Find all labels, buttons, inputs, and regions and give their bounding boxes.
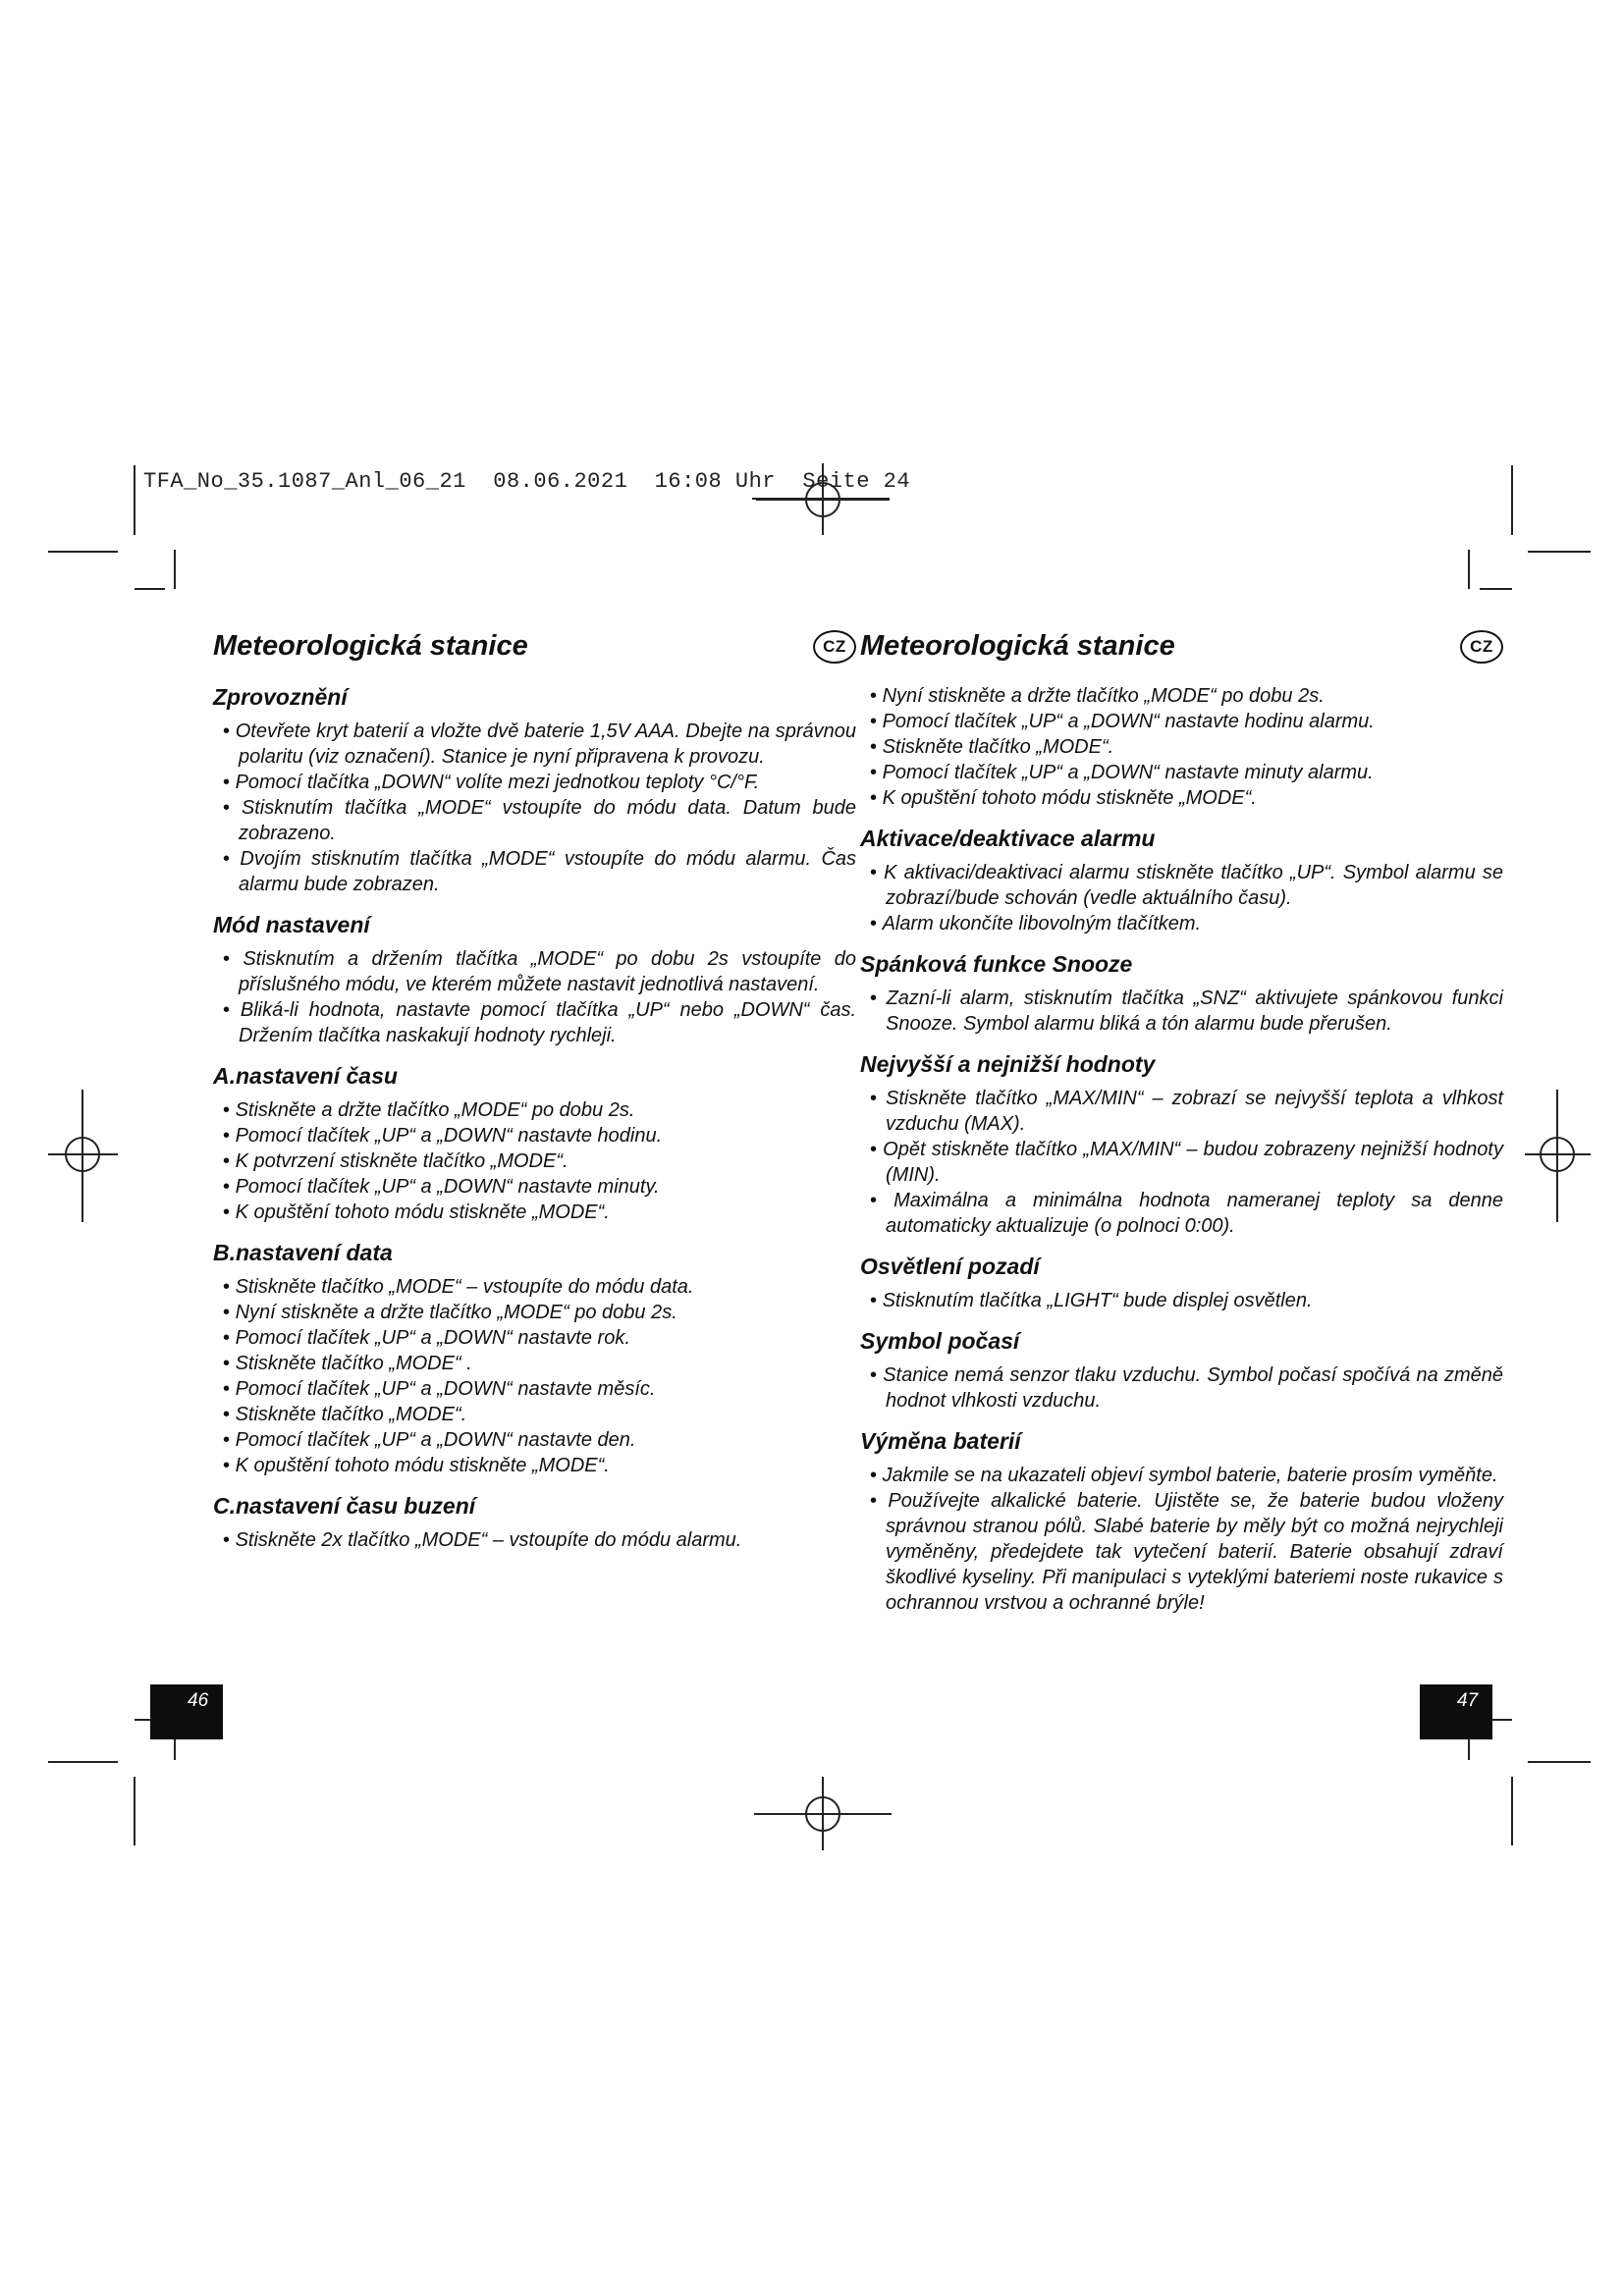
language-badge-cz: CZ <box>1460 630 1503 664</box>
right-page <box>860 628 1503 1616</box>
section-list <box>213 719 856 897</box>
list-item: • Pomocí tlačítek „UP“ a „DOWN“ nastavte hodinu alarmu. <box>860 709 1503 734</box>
list-item: • Pomocí tlačítka „DOWN“ volíte mezi jednotkou teploty °C/°F. <box>213 770 856 795</box>
list-item: • Nyní stiskněte a držte tlačítko „MODE“ po dobu 2s. <box>860 683 1503 709</box>
list-item: • Stisknutím tlačítka „LIGHT“ bude displej osvětlen. <box>860 1288 1503 1313</box>
section-heading: Osvětlení pozadí <box>860 1254 1040 1279</box>
print-slug: TFA_No_35.1087_Anl_06_21 08.06.2021 16:08 Uhr Seite 24 <box>143 469 911 494</box>
section-heading: Nejvyšší a nejnižší hodnoty <box>860 1051 1156 1077</box>
section-heading: C.nastavení času buzení <box>213 1493 476 1519</box>
list-item: • Stiskněte a držte tlačítko „MODE“ po dobu 2s. <box>213 1097 856 1123</box>
list-item: • Stiskněte tlačítko „MODE“ . <box>213 1351 856 1376</box>
list-item: • Stiskněte tlačítko „MODE“. <box>213 1402 856 1427</box>
list-item: • Pomocí tlačítek „UP“ a „DOWN“ nastavte hodinu. <box>213 1123 856 1148</box>
section-list <box>860 860 1503 936</box>
page-title <box>213 628 856 664</box>
list-item: • Jakmile se na ukazateli objeví symbol baterie, baterie prosím vyměňte. <box>860 1463 1503 1488</box>
section-heading: Zprovoznění <box>213 684 348 710</box>
list-item: • Používejte alkalické baterie. Ujistěte se, že baterie budou vloženy správnou stranou pólů. Slabé baterie by měly být co možná nejrychleji vyměněny, předejdete tak vytečení baterií. Baterie obsahují zdraví škodlivé kyseliny. Při manipulaci s vyteklými bateriemi noste rukavice s ochrannou vrstvou a ochranné brýle! <box>860 1488 1503 1616</box>
section-heading: Symbol počasí <box>860 1328 1020 1354</box>
section-list <box>213 946 856 1048</box>
section-list <box>213 1274 856 1478</box>
section-heading: B.nastavení data <box>213 1240 393 1265</box>
right-sections <box>860 825 1503 1616</box>
page-title-text: Meteorologická stanice <box>213 630 528 662</box>
section-heading: A.nastavení času <box>213 1063 398 1089</box>
section-list <box>213 1527 856 1553</box>
list-item: • Nyní stiskněte a držte tlačítko „MODE“ po dobu 2s. <box>213 1300 856 1325</box>
page-title-text: Meteorologická stanice <box>860 630 1175 662</box>
section-list <box>860 1463 1503 1616</box>
page-number-left: 46 <box>150 1684 223 1739</box>
language-badge-cz: CZ <box>813 630 856 664</box>
list-item: • Stiskněte tlačítko „MODE“. <box>860 734 1503 760</box>
list-item: • Stiskněte 2x tlačítko „MODE“ – vstoupíte do módu alarmu. <box>213 1527 856 1553</box>
list-item: • K opuštění tohoto módu stiskněte „MODE“. <box>213 1453 856 1478</box>
list-item: • Alarm ukončíte libovolným tlačítkem. <box>860 911 1503 936</box>
list-item: • Pomocí tlačítek „UP“ a „DOWN“ nastavte den. <box>213 1427 856 1453</box>
section-heading: Aktivace/deaktivace alarmu <box>860 826 1156 851</box>
left-page <box>213 628 856 1553</box>
list-item: • K opuštění tohoto módu stiskněte „MODE“. <box>213 1200 856 1225</box>
section-list <box>860 1086 1503 1239</box>
list-item: • Stisknutím tlačítka „MODE“ vstoupíte do módu data. Datum bude zobrazeno. <box>213 795 856 846</box>
page-number-right: 47 <box>1420 1684 1492 1739</box>
section-heading: Spánková funkce Snooze <box>860 951 1133 977</box>
section-list <box>860 1362 1503 1414</box>
left-sections <box>213 683 856 1553</box>
list-item: • Stisknutím a držením tlačítka „MODE“ po dobu 2s vstoupíte do příslušného módu, ve kterém můžete nastavit jednotlivá nastavení. <box>213 946 856 997</box>
list-item: • Pomocí tlačítek „UP“ a „DOWN“ nastavte rok. <box>213 1325 856 1351</box>
section-list <box>860 1288 1503 1313</box>
section-heading: Výměna baterií <box>860 1428 1021 1454</box>
list-item: • Stiskněte tlačítko „MODE“ – vstoupíte do módu data. <box>213 1274 856 1300</box>
section-list <box>213 1097 856 1225</box>
list-item: • Stanice nemá senzor tlaku vzduchu. Symbol počasí spočívá na změně hodnot vlhkosti vzduchu. <box>860 1362 1503 1414</box>
list-item: • K aktivaci/deaktivaci alarmu stiskněte tlačítko „UP“. Symbol alarmu se zobrazí/bude schován (vedle aktuálního času). <box>860 860 1503 911</box>
list-item: • K opuštění tohoto módu stiskněte „MODE“. <box>860 785 1503 811</box>
list-item: • Pomocí tlačítek „UP“ a „DOWN“ nastavte minuty alarmu. <box>860 760 1503 785</box>
list-item: • Zazní-li alarm, stisknutím tlačítka „SNZ“ aktivujete spánkovou funkci Snooze. Symbol alarmu bliká a tón alarmu bude přerušen. <box>860 986 1503 1037</box>
list-item: • Dvojím stisknutím tlačítka „MODE“ vstoupíte do módu alarmu. Čas alarmu bude zobrazen. <box>213 846 856 897</box>
list-item: • Otevřete kryt baterií a vložte dvě baterie 1,5V AAA. Dbejte na správnou polaritu (viz označení). Stanice je nyní připravena k provozu. <box>213 719 856 770</box>
list-item: • Pomocí tlačítek „UP“ a „DOWN“ nastavte měsíc. <box>213 1376 856 1402</box>
section-heading: Mód nastavení <box>213 912 370 937</box>
intro-list <box>860 683 1503 811</box>
list-item: • Maximálna a minimálna hodnota nameranej teploty sa denne automaticky aktualizuje (o polnoci 0:00). <box>860 1188 1503 1239</box>
list-item: • K potvrzení stiskněte tlačítko „MODE“. <box>213 1148 856 1174</box>
list-item: • Pomocí tlačítek „UP“ a „DOWN“ nastavte minuty. <box>213 1174 856 1200</box>
list-item: • Bliká-li hodnota, nastavte pomocí tlačítka „UP“ nebo „DOWN“ čas. Držením tlačítka naskakují hodnoty rychleji. <box>213 997 856 1048</box>
section-list <box>860 986 1503 1037</box>
page-title <box>860 628 1503 664</box>
list-item: • Opět stiskněte tlačítko „MAX/MIN“ – budou zobrazeny nejnižší hodnoty (MIN). <box>860 1137 1503 1188</box>
list-item: • Stiskněte tlačítko „MAX/MIN“ – zobrazí se nejvyšší teplota a vlhkost vzduchu (MAX). <box>860 1086 1503 1137</box>
